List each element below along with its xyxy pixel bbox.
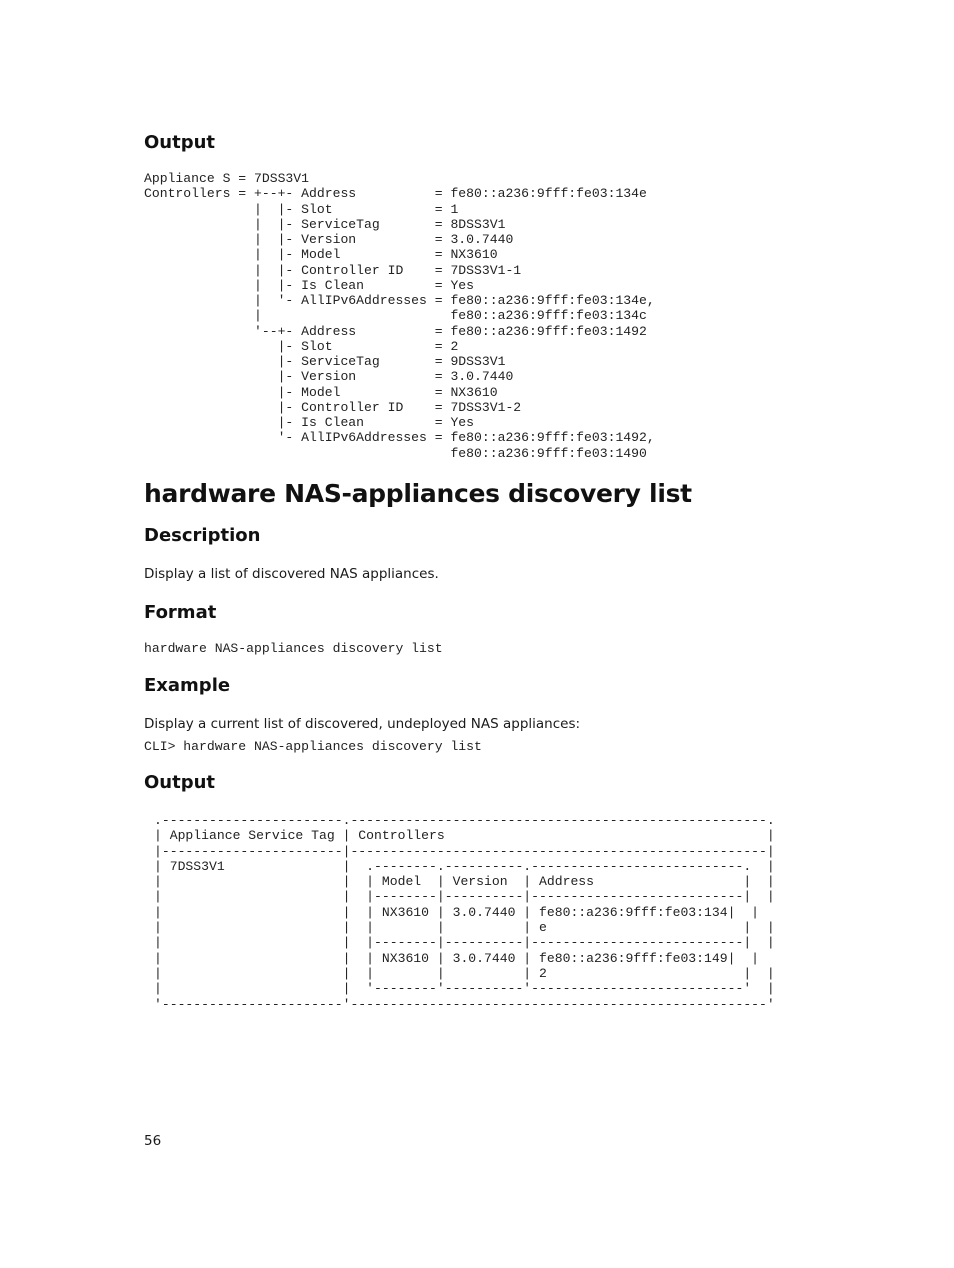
description-heading: Description xyxy=(144,525,261,546)
output-table-block: .-----------------------.-----------------------------------------------------. | Appliance Service Tag | Controllers | |-----------------------|-----------------------------------------------------| | 7DSS3V1 | .--------.----------.---------------------------. | | | | Model | Version | Address | | | | |--------|----------|---------------------------| | | | | NX3610 | 3.0.7440 | fe80::a236:9fff:fe03:134| | | | | | | e | | | | |--------|----------|---------------------------| | | | | NX3610 | 3.0.7440 | fe80::a236:9fff:fe03:149| | | | | | | 2 | | | | '--------'----------'---------------------------' | '-----------------------'-----------------------------------------------------' xyxy=(154,813,775,1012)
page-title: hardware NAS-appliances discovery list xyxy=(144,479,692,508)
output-heading-1: Output xyxy=(144,132,216,153)
output-code-block-1: Appliance S = 7DSS3V1 Controllers = +--+- Address = fe80::a236:9fff:fe03:134e | |- Slot = 1 | |- ServiceTag = 8DSS3V1 | |- Version = 3.0.7440 | |- Model = NX3610 | |- Controller ID = 7DSS3V1-1 | |- Is Clean = Yes | '- AllIPv6Addresses = fe80::a236:9fff:fe03:134e, | fe80::a236:9fff:fe03:134c '--+- Address = fe80::a236:9fff:fe03:1492 |- Slot = 2 |- ServiceTag = 9DSS3V1 |- Version = 3.0.7440 |- Model = NX3610 |- Controller ID = 7DSS3V1-2 |- Is Clean = Yes '- AllIPv6Addresses = fe80::a236:9fff:fe03:1492, fe80::a236:9fff:fe03:1490 xyxy=(144,171,655,461)
output-heading-2: Output xyxy=(144,772,216,793)
example-code: CLI> hardware NAS-appliances discovery list xyxy=(144,739,482,754)
page-number: 56 xyxy=(144,1133,162,1149)
format-code: hardware NAS-appliances discovery list xyxy=(144,641,443,656)
example-text: Display a current list of discovered, undeployed NAS appliances: xyxy=(144,716,581,732)
description-text: Display a list of discovered NAS appliances. xyxy=(144,566,439,582)
example-heading: Example xyxy=(144,675,231,696)
format-heading: Format xyxy=(144,602,217,623)
